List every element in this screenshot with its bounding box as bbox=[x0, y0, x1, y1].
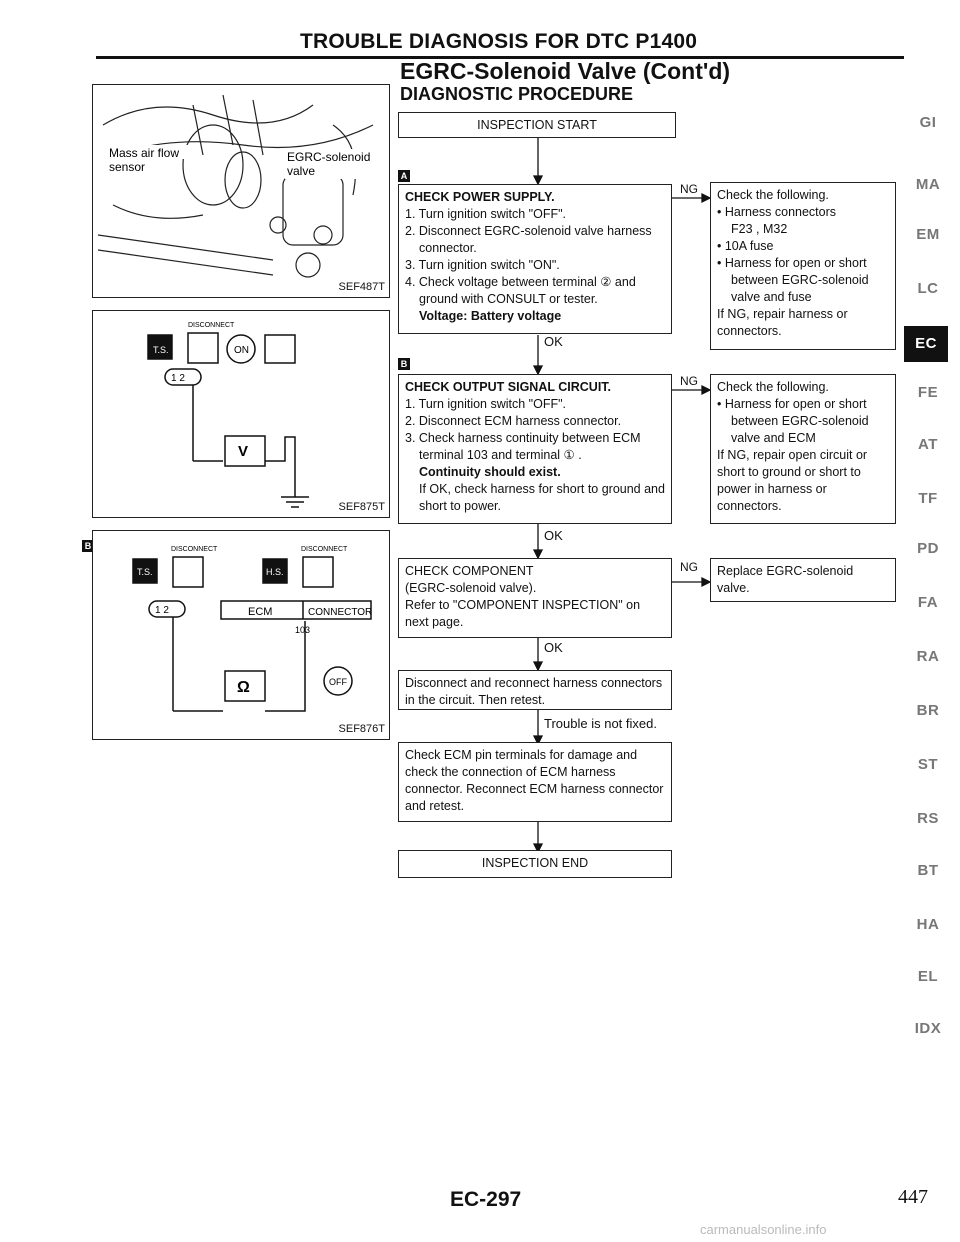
ng-line: F23 , M32 bbox=[731, 222, 788, 236]
step-line: 4. Check voltage between terminal ② and ground with CONSULT or tester. bbox=[405, 275, 636, 306]
sidebar-tab-st[interactable]: ST bbox=[917, 756, 939, 773]
sidebar-tab-bt[interactable]: BT bbox=[917, 862, 939, 879]
sidebar-tab-el[interactable]: EL bbox=[917, 968, 939, 985]
ng-line: If NG, repair harness or connectors. bbox=[717, 307, 848, 338]
step-line: 3. Turn ignition switch "ON". bbox=[405, 258, 560, 272]
section-page-code: EC-297 bbox=[450, 1188, 522, 1211]
step-line: CHECK COMPONENT bbox=[405, 564, 534, 578]
figure-code: SEF487T bbox=[338, 281, 385, 293]
sidebar-tab-em[interactable]: EM bbox=[916, 226, 940, 243]
check-output-signal-box bbox=[398, 374, 672, 524]
voltmeter-symbol: V bbox=[238, 443, 249, 460]
sidebar-tab-ha[interactable]: HA bbox=[916, 916, 940, 933]
step-line: (EGRC-solenoid valve). bbox=[405, 581, 537, 595]
sidebar-tab-lc[interactable]: LC bbox=[917, 280, 939, 297]
maf-label-2: sensor bbox=[109, 160, 146, 174]
step-line: 1. Turn ignition switch "OFF". bbox=[405, 207, 567, 221]
watermark: carmanualsonline.info bbox=[700, 1222, 827, 1237]
section-subtitle: EGRC-Solenoid Valve (Cont'd) bbox=[400, 58, 731, 84]
step-title: CHECK POWER SUPPLY. bbox=[405, 190, 555, 204]
sidebar-tab-ra[interactable]: RA bbox=[916, 648, 940, 665]
step-line: 2. Disconnect ECM harness connector. bbox=[405, 414, 622, 428]
check-power-supply-box bbox=[398, 184, 672, 334]
sidebar-tab-ma[interactable]: MA bbox=[915, 176, 941, 193]
maf-label: Mass air flow bbox=[109, 146, 180, 160]
ng-label: NG bbox=[680, 182, 698, 196]
ts-label: T.S. bbox=[137, 567, 153, 577]
ng-line: • Harness connectors bbox=[717, 205, 837, 219]
sidebar-tab-br[interactable]: BR bbox=[916, 702, 940, 719]
ok-label: OK bbox=[544, 334, 563, 349]
trouble-not-fixed-label: Trouble is not fixed. bbox=[544, 716, 657, 731]
step-spec: Voltage: Battery voltage bbox=[419, 309, 562, 323]
disconnect-label: DISCONNECT bbox=[188, 322, 235, 329]
ng-line: • Harness for open or short between EGRC-solenoid valve and ECM bbox=[717, 397, 869, 445]
ohmmeter-symbol: Ω bbox=[237, 679, 250, 696]
connector-label: CONNECTOR bbox=[308, 607, 373, 618]
egrc-label-2: valve bbox=[287, 164, 316, 178]
ng-check-box-2 bbox=[710, 374, 896, 524]
figure-code: SEF875T bbox=[338, 501, 385, 513]
sidebar-tab-tf[interactable]: TF bbox=[918, 490, 938, 507]
on-label: ON bbox=[234, 345, 249, 356]
sidebar-tab-rs[interactable]: RS bbox=[917, 810, 939, 827]
terminal-label: 103 bbox=[295, 625, 311, 635]
off-label: OFF bbox=[329, 677, 347, 687]
page-number: 447 bbox=[898, 1186, 928, 1208]
sidebar-tab-ec[interactable]: EC bbox=[904, 326, 948, 362]
sidebar-tab-gi[interactable]: GI bbox=[919, 114, 937, 131]
check-component-box bbox=[398, 558, 672, 638]
ng-title: Check the following. bbox=[717, 188, 829, 202]
sidebar-tab-fa[interactable]: FA bbox=[917, 594, 939, 611]
reconnect-harness-box: Disconnect and reconnect harness connectors in the circuit. Then retest. bbox=[398, 670, 672, 710]
inspection-start-box: INSPECTION START bbox=[398, 112, 676, 138]
sidebar-tab-idx[interactable]: IDX bbox=[914, 1020, 942, 1037]
sidebar-tab-at[interactable]: AT bbox=[918, 436, 938, 453]
ok-label: OK bbox=[544, 640, 563, 655]
procedure-heading: DIAGNOSTIC PROCEDURE bbox=[400, 84, 634, 104]
figure-b bbox=[92, 530, 390, 740]
disconnect-label-2: DISCONNECT bbox=[301, 546, 348, 553]
step-marker-a: A bbox=[398, 170, 410, 182]
sidebar-tab-pd[interactable]: PD bbox=[917, 540, 939, 557]
engine-drawing bbox=[93, 85, 389, 297]
step-line: 2. Disconnect EGRC-solenoid valve harness connector. bbox=[405, 224, 652, 255]
replace-valve-box: Replace EGRC-solenoid valve. bbox=[710, 558, 896, 602]
step-line: 1. Turn ignition switch "OFF". bbox=[405, 397, 567, 411]
step-spec: Continuity should exist. bbox=[419, 465, 561, 479]
ng-label: NG bbox=[680, 374, 698, 388]
sidebar-tab-fe[interactable]: FE bbox=[917, 384, 939, 401]
figure-a bbox=[92, 310, 390, 518]
ng-label: NG bbox=[680, 560, 698, 574]
page-title: TROUBLE DIAGNOSIS FOR DTC P1400 bbox=[300, 30, 698, 53]
figure-a-drawing bbox=[93, 311, 389, 517]
ecm-label: ECM bbox=[248, 606, 273, 618]
engine-figure bbox=[92, 84, 390, 298]
ng-line: If NG, repair open circuit or short to ground or short to power in harness or connectors. bbox=[717, 448, 868, 513]
hs-label: H.S. bbox=[266, 567, 284, 577]
inspection-end-box: INSPECTION END bbox=[398, 850, 672, 878]
ts-label: T.S. bbox=[153, 345, 169, 355]
ng-title: Check the following. bbox=[717, 380, 829, 394]
figure-code: SEF876T bbox=[338, 723, 385, 735]
pins-label: 1 2 bbox=[155, 605, 169, 616]
ng-line: • Harness for open or short between EGRC-solenoid valve and fuse bbox=[717, 256, 869, 304]
ng-check-box-1 bbox=[710, 182, 896, 350]
figure-marker-b: B bbox=[82, 540, 94, 552]
disconnect-label-1: DISCONNECT bbox=[171, 546, 218, 553]
ok-label: OK bbox=[544, 528, 563, 543]
step-title: CHECK OUTPUT SIGNAL CIRCUIT. bbox=[405, 380, 612, 394]
figure-b-drawing bbox=[93, 531, 389, 739]
pins-label: 1 2 bbox=[171, 373, 185, 384]
ng-line: • 10A fuse bbox=[717, 239, 774, 253]
step-line: Refer to "COMPONENT INSPECTION" on next page. bbox=[405, 598, 641, 629]
check-ecm-pins-box: Check ECM pin terminals for damage and check the connection of ECM harness connector. Reconnect ECM harness connector and retest. bbox=[398, 742, 672, 822]
step-line: 3. Check harness continuity between ECM terminal 103 and terminal ① . bbox=[405, 431, 641, 462]
egrc-label: EGRC-solenoid bbox=[287, 150, 371, 164]
step-marker-b: B bbox=[398, 358, 410, 370]
step-extra: If OK, check harness for short to ground and short to power. bbox=[419, 482, 665, 513]
